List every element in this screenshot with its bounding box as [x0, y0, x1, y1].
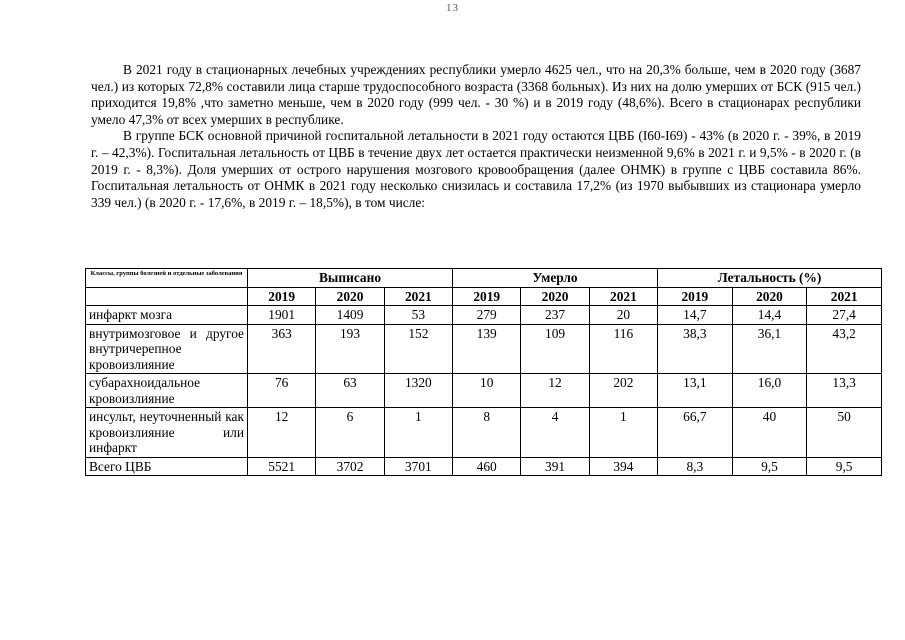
- year-header: 2021: [807, 287, 882, 306]
- table-cell: 12: [521, 374, 589, 408]
- table-cell: 20: [589, 306, 657, 325]
- body-text: [91, 62, 861, 211]
- table-cell: 76: [248, 374, 316, 408]
- table-cell: 1409: [316, 306, 384, 325]
- year-header: 2019: [248, 287, 316, 306]
- table-cell: 53: [384, 306, 452, 325]
- table-cell: 1: [589, 408, 657, 458]
- table-cell: 10: [453, 374, 521, 408]
- table-year-header-row: [86, 287, 882, 306]
- table-cell: 4: [521, 408, 589, 458]
- table-cell: 391: [521, 457, 589, 476]
- group-header-lethality: Летальность (%): [658, 269, 882, 288]
- table-cell: 3701: [384, 457, 452, 476]
- table-cell: 16,0: [732, 374, 807, 408]
- table-cell: 43,2: [807, 324, 882, 374]
- table-row: [86, 408, 882, 458]
- table-cell: 1901: [248, 306, 316, 325]
- page-number: 13: [446, 2, 459, 14]
- table-cell: 3702: [316, 457, 384, 476]
- row-label: внутримозговое и другое внутричерепное кровоизлияние: [86, 324, 248, 374]
- table-cell: 116: [589, 324, 657, 374]
- table-cell: 5521: [248, 457, 316, 476]
- table-cell: 14,7: [658, 306, 733, 325]
- table-cell: 237: [521, 306, 589, 325]
- table-cell: 363: [248, 324, 316, 374]
- table-cell: 13,1: [658, 374, 733, 408]
- row-label: инфаркт мозга: [86, 306, 248, 325]
- table-cell: 63: [316, 374, 384, 408]
- year-header: 2021: [589, 287, 657, 306]
- table-row-total: [86, 457, 882, 476]
- table-cell: 12: [248, 408, 316, 458]
- row-label: Всего ЦВБ: [86, 457, 248, 476]
- table-cell: 1320: [384, 374, 452, 408]
- cvb-statistics-table: [85, 268, 882, 476]
- table-group-header-row: [86, 269, 882, 288]
- year-header: 2021: [384, 287, 452, 306]
- table-cell: 9,5: [732, 457, 807, 476]
- table-cell: 1: [384, 408, 452, 458]
- table-corner-label: Классы, группы болезней и отдельные заболевания: [86, 269, 248, 288]
- table-cell: 50: [807, 408, 882, 458]
- table-cell: 40: [732, 408, 807, 458]
- table-cell: 460: [453, 457, 521, 476]
- row-label: субарахноидальное кровоизлияние: [86, 374, 248, 408]
- year-header: 2019: [658, 287, 733, 306]
- table-cell: 27,4: [807, 306, 882, 325]
- table-cell: 36,1: [732, 324, 807, 374]
- table-cell: 8,3: [658, 457, 733, 476]
- table-row: [86, 306, 882, 325]
- paragraph-2: В группе БСК основной причиной госпитальной летальности в 2021 году остаются ЦВБ (I60-I69) - 43% (в 2020 г. - 39%, в 2019 г. – 42,3%). Госпитальная летальность от ЦВБ в течение двух лет остается практически неизменной 9,6% в 2021 г. и 9,5% - в 2020 г. (в 2019 г. - 8,3%). Доля умерших от острого нарушения мозгового кровообращения (далее ОНМК) в группе с ЦВБ составила 86%. Госпитальная летальность от ОНМК в 2021 году несколько снизилась и составила 17,2% (из 1970 выбывших из стационара умерло 339 чел.) (в 2020 г. - 17,6%, в 2019 г. – 18,5%), в том числе:: [91, 128, 861, 210]
- table-row: [86, 324, 882, 374]
- table-row: [86, 374, 882, 408]
- table-cell: 9,5: [807, 457, 882, 476]
- table-cell: 66,7: [658, 408, 733, 458]
- table-cell: 152: [384, 324, 452, 374]
- table-cell: 193: [316, 324, 384, 374]
- table-corner-blank: [86, 287, 248, 306]
- group-header-died: Умерло: [453, 269, 658, 288]
- year-header: 2020: [732, 287, 807, 306]
- year-header: 2020: [316, 287, 384, 306]
- table-cell: 279: [453, 306, 521, 325]
- table-cell: 38,3: [658, 324, 733, 374]
- table-cell: 13,3: [807, 374, 882, 408]
- year-header: 2019: [453, 287, 521, 306]
- paragraph-1: В 2021 году в стационарных лечебных учреждениях республики умерло 4625 чел., что на 20,3% больше, чем в 2020 году (3687 чел.) из которых 72,8% составили лица старше трудоспособного возраста (3368 больных). Из них на долю умерших от БСК (915 чел.) приходится 19,8% ,что заметно меньше, чем в 2020 году (999 чел. - 30 %) и в 2019 году (48,6%). Всего в стационарах республики умело 47,3% от всех умерших в республике.: [91, 62, 861, 127]
- year-header: 2020: [521, 287, 589, 306]
- table-cell: 202: [589, 374, 657, 408]
- table-cell: 6: [316, 408, 384, 458]
- table-cell: 8: [453, 408, 521, 458]
- table-cell: 14,4: [732, 306, 807, 325]
- row-label: инсульт, неуточненный как кровоизлияние или инфаркт: [86, 408, 248, 458]
- table-cell: 109: [521, 324, 589, 374]
- table-cell: 139: [453, 324, 521, 374]
- group-header-discharged: Выписано: [248, 269, 453, 288]
- table-cell: 394: [589, 457, 657, 476]
